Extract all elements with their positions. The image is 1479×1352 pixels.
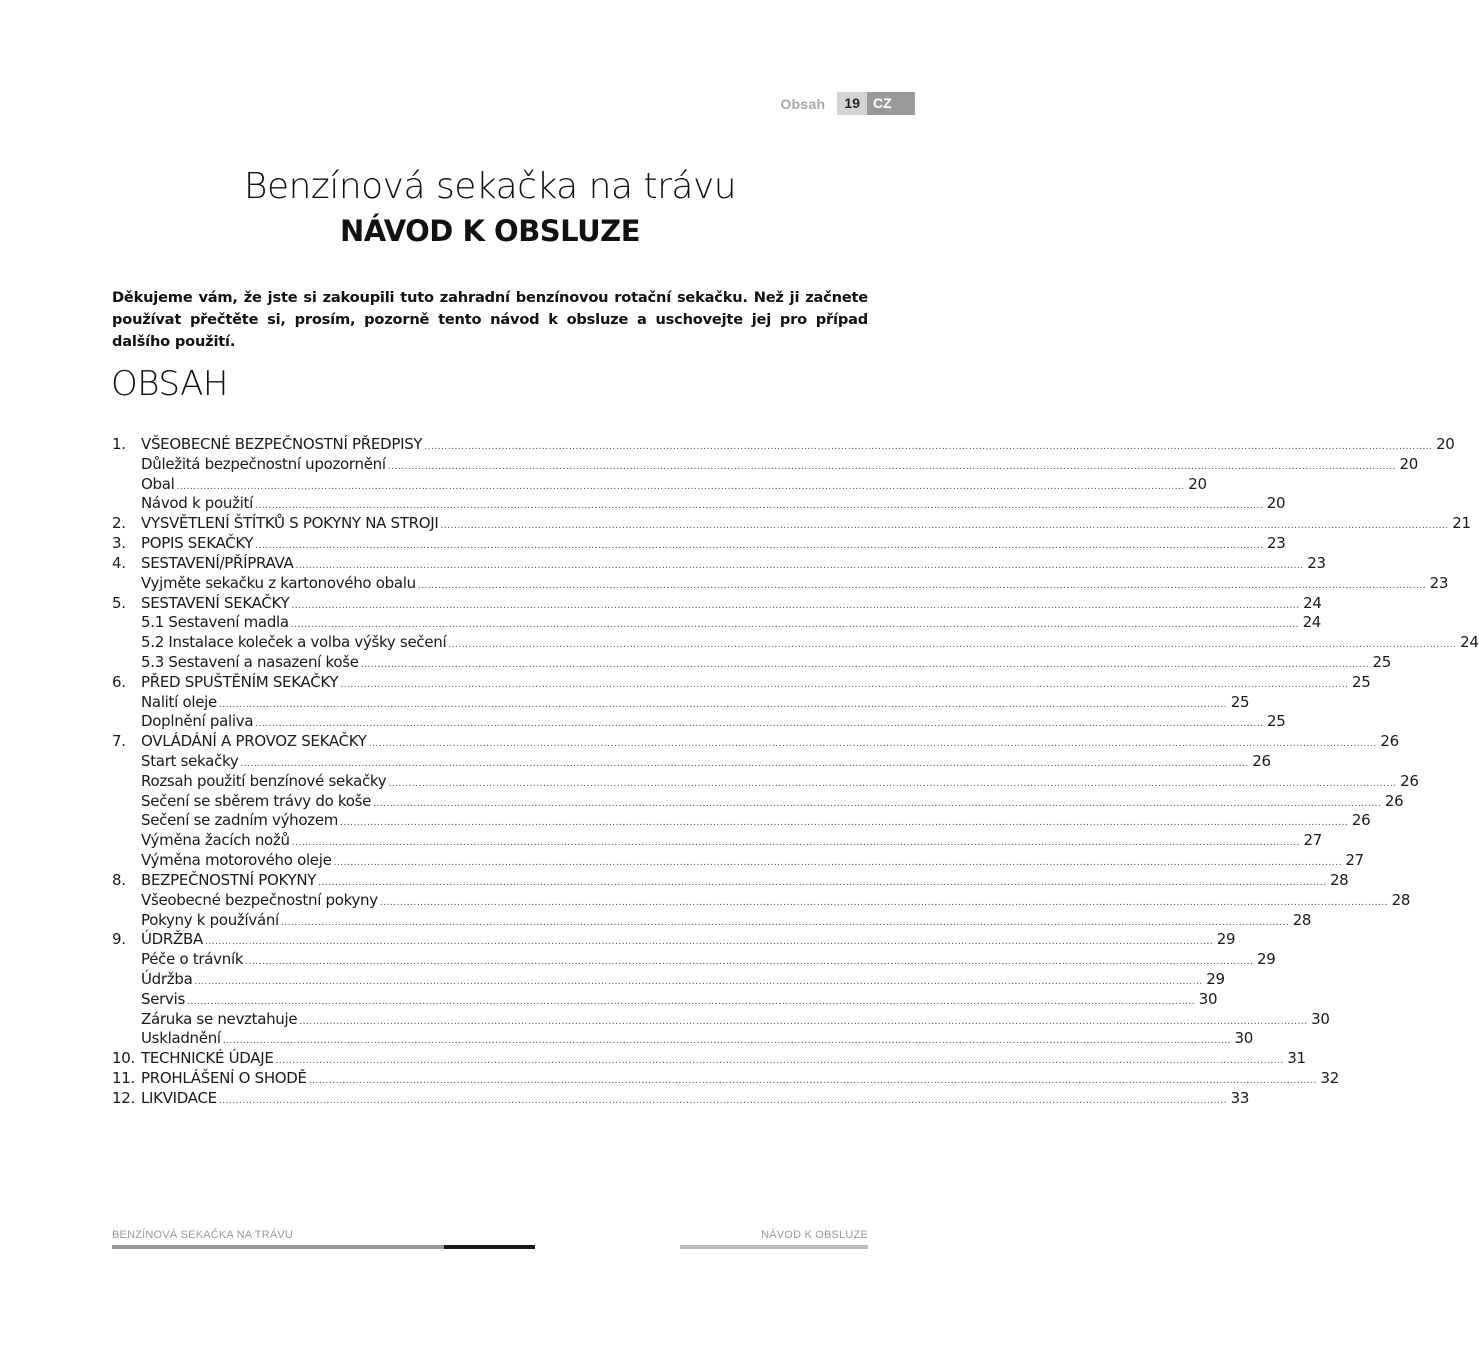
toc-entry bbox=[112, 652, 1391, 673]
toc-entry bbox=[112, 930, 1236, 950]
toc-entry-page: 31 bbox=[1287, 1049, 1306, 1068]
toc-entry-title: Péče o trávník bbox=[141, 950, 244, 969]
toc-dot-leader: ............................................................................................................................................................................................................................................................................................................ bbox=[295, 560, 1304, 571]
toc-entry bbox=[112, 435, 1455, 455]
toc-entry-number: 10. bbox=[112, 1049, 135, 1068]
toc-entry-title: SESTAVENÍ SEKAČKY bbox=[141, 593, 290, 612]
toc-dot-leader: ............................................................................................................................................................................................................................................................................................................ bbox=[255, 501, 1264, 512]
toc-entry-title: ÚDRŽBA bbox=[141, 930, 203, 949]
toc-entry bbox=[112, 950, 1276, 970]
toc-entry-title: POPIS SEKAČKY bbox=[141, 534, 254, 553]
toc-dot-leader: ............................................................................................................................................................................................................................................................................................................ bbox=[424, 442, 1433, 452]
toc-dot-leader: ............................................................................................................................................................................................................................................................................................................ bbox=[440, 521, 1449, 532]
toc-dot-leader: ............................................................................................................................................................................................................................................................................................................ bbox=[368, 739, 1377, 750]
toc-entry-title: Výměna motorového oleje bbox=[141, 851, 332, 870]
toc-entry-title: VŠEOBECNÉ BEZPEČNOSTNÍ PŘEDPISY bbox=[141, 435, 423, 453]
toc-entry-page: 26 bbox=[1384, 791, 1404, 810]
toc-entry bbox=[112, 672, 1371, 693]
toc-entry bbox=[112, 633, 1479, 653]
toc-entry-number: 3. bbox=[112, 534, 126, 553]
toc-dot-leader: ............................................................................................................................................................................................................................................................................................................ bbox=[387, 461, 1397, 472]
toc-dot-leader: ............................................................................................................................................................................................................................................................................................................ bbox=[290, 620, 1300, 631]
toc-dot-leader: ............................................................................................................................................................................................................................................................................................................ bbox=[388, 778, 1397, 789]
footer-bar-mid bbox=[535, 1245, 680, 1249]
toc-entry-title: OVLÁDÁNÍ A PROVOZ SEKAČKY bbox=[141, 732, 367, 751]
footer-right-title: NÁVOD K OBSLUZE bbox=[761, 1229, 868, 1241]
toc-entry-title: Doplnění paliva bbox=[141, 712, 254, 731]
toc-entry-page: 25 bbox=[1372, 652, 1391, 671]
toc-entry-page: 29 bbox=[1216, 930, 1236, 949]
toc-entry bbox=[112, 791, 1404, 812]
toc-dot-leader: ............................................................................................................................................................................................................................................................................................................ bbox=[340, 679, 1349, 690]
footer-bar-center bbox=[444, 1245, 535, 1249]
toc-entry bbox=[112, 1088, 1250, 1109]
toc-dot-leader: ............................................................................................................................................................................................................................................................................................................ bbox=[280, 917, 1290, 928]
toc-entry bbox=[112, 1069, 1340, 1089]
toc-entry-title: Důležitá bezpečnostní upozornění bbox=[141, 454, 386, 473]
footer-left-title: BENZÍNOVÁ SEKAČKA NA TRÁVU bbox=[112, 1229, 294, 1241]
toc-dot-leader: ............................................................................................................................................................................................................................................................................................................ bbox=[218, 699, 1228, 710]
toc-entry-title: Sečení se zadním výhozem bbox=[141, 811, 339, 830]
toc-entry bbox=[112, 771, 1419, 792]
toc-entry-page: 30 bbox=[1198, 989, 1218, 1008]
intro-paragraph: Děkujeme vám, že jste si zakoupili tuto zahradní benzínovou rotační sekačku. Než ji začnete používat přečtěte si, prosím, pozorně tento návod k obsluze a uschovejte jej pro případ dalšího použití. bbox=[112, 288, 868, 350]
toc-entry-number: 6. bbox=[112, 672, 126, 691]
toc-entry-page: 23 bbox=[1307, 553, 1326, 572]
toc-entry-title: BEZPEČNOSTNÍ POKYNY bbox=[141, 870, 317, 889]
toc-dot-leader: ............................................................................................................................................................................................................................................................................................................ bbox=[204, 937, 1214, 948]
toc-entry-page: 23 bbox=[1429, 573, 1449, 592]
toc-entry-page: 20 bbox=[1436, 435, 1455, 453]
toc-entry-page: 28 bbox=[1329, 870, 1349, 889]
toc-entry bbox=[112, 613, 1322, 633]
toc-dot-leader: ............................................................................................................................................................................................................................................................................................................ bbox=[194, 976, 1203, 987]
toc-entry-page: 20 bbox=[1188, 474, 1207, 493]
toc-heading: OBSAH bbox=[111, 364, 228, 404]
toc-entry-page: 28 bbox=[1391, 890, 1411, 909]
toc-entry-number: 2. bbox=[112, 514, 126, 533]
toc-dot-leader: ............................................................................................................................................................................................................................................................................................................ bbox=[299, 1016, 1308, 1027]
toc-entry-number: 7. bbox=[112, 732, 126, 751]
toc-entry bbox=[112, 1029, 1254, 1049]
toc-entry-title: Nalití oleje bbox=[141, 692, 217, 711]
toc-dot-leader: ............................................................................................................................................................................................................................................................................................................ bbox=[448, 640, 1457, 651]
toc-entry-title: Údržba bbox=[141, 969, 193, 988]
toc-entry-title: Všeobecné bezpečnostní pokyny bbox=[141, 890, 378, 909]
toc-entry bbox=[112, 474, 1207, 495]
toc-entry-title: 5.1 Sestavení madla bbox=[141, 613, 289, 632]
toc-entry bbox=[112, 593, 1322, 614]
toc-entry-title: Sečení se sběrem trávy do koše bbox=[141, 791, 372, 810]
document-subtitle: NÁVOD K OBSLUZE bbox=[339, 214, 641, 248]
toc-entry-title: Vyjměte sekačku z kartonového obalu bbox=[141, 573, 416, 592]
toc-entry bbox=[112, 573, 1449, 594]
toc-entry-page: 25 bbox=[1230, 692, 1250, 711]
toc-entry-title: PROHLÁŠENÍ O SHODĚ bbox=[141, 1069, 307, 1087]
footer-bar-right bbox=[680, 1245, 868, 1249]
toc-dot-leader: ............................................................................................................................................................................................................................................................................................................ bbox=[318, 877, 1327, 888]
toc-dot-leader: ............................................................................................................................................................................................................................................................................................................ bbox=[222, 1036, 1232, 1047]
footer-bar-left bbox=[112, 1245, 444, 1249]
toc-entry bbox=[112, 752, 1271, 772]
toc-dot-leader: ............................................................................................................................................................................................................................................................................................................ bbox=[176, 481, 1185, 492]
toc-entry bbox=[112, 1049, 1306, 1069]
toc-entry-page: 25 bbox=[1266, 712, 1286, 731]
toc-dot-leader: ............................................................................................................................................................................................................................................................................................................ bbox=[340, 818, 1349, 829]
header-section-label: Obsah bbox=[780, 95, 826, 112]
toc-entry-title: Obal bbox=[141, 474, 175, 493]
toc-entry bbox=[112, 1009, 1330, 1030]
toc-dot-leader: ............................................................................................................................................................................................................................................................................................................ bbox=[245, 957, 1254, 968]
toc-entry bbox=[112, 553, 1326, 574]
toc-entry bbox=[112, 890, 1411, 911]
toc-entry-page: 24 bbox=[1302, 613, 1322, 632]
toc-dot-leader: ............................................................................................................................................................................................................................................................................................................ bbox=[255, 719, 1264, 730]
toc-entry-title: Start sekačky bbox=[141, 752, 239, 770]
toc-entry bbox=[112, 692, 1250, 713]
toc-entry-title: Servis bbox=[141, 989, 185, 1008]
toc-entry bbox=[112, 454, 1419, 475]
toc-entry-title: Záruka se nevztahuje bbox=[141, 1009, 298, 1028]
table-of-contents bbox=[112, 435, 1479, 1109]
toc-entry-page: 27 bbox=[1345, 851, 1364, 870]
toc-entry-title: LIKVIDACE bbox=[141, 1088, 217, 1107]
toc-dot-leader: ............................................................................................................................................................................................................................................................................................................ bbox=[291, 838, 1300, 849]
toc-dot-leader: ............................................................................................................................................................................................................................................................................................................ bbox=[360, 659, 1369, 670]
toc-entry-title: 5.3 Sestavení a nasazení koše bbox=[141, 652, 359, 671]
toc-entry-title: Výměna žacích nožů bbox=[141, 831, 290, 850]
toc-entry-number: 4. bbox=[112, 553, 126, 572]
toc-entry-page: 29 bbox=[1206, 969, 1225, 988]
toc-entry bbox=[112, 494, 1286, 514]
toc-entry-page: 21 bbox=[1452, 514, 1471, 533]
toc-entry-title: PŘED SPUŠTĚNÍM SEKAČKY bbox=[141, 672, 339, 691]
toc-dot-leader: ............................................................................................................................................................................................................................................................................................................ bbox=[333, 858, 1342, 869]
toc-entry-number: 12. bbox=[112, 1088, 135, 1107]
toc-entry-page: 30 bbox=[1234, 1029, 1254, 1048]
toc-entry-page: 24 bbox=[1303, 593, 1322, 612]
toc-entry-page: 25 bbox=[1352, 672, 1371, 691]
toc-entry-page: 29 bbox=[1256, 950, 1276, 969]
toc-entry-page: 23 bbox=[1266, 534, 1286, 553]
toc-entry bbox=[112, 712, 1286, 732]
toc-entry-title: Návod k použití bbox=[141, 494, 254, 513]
toc-entry-number: 11. bbox=[112, 1069, 135, 1087]
toc-entry-page: 30 bbox=[1311, 1009, 1330, 1028]
toc-entry bbox=[112, 969, 1225, 990]
toc-entry-number: 5. bbox=[112, 593, 126, 612]
toc-entry-page: 27 bbox=[1303, 831, 1322, 850]
toc-entry-title: Rozsah použití benzínové sekačky bbox=[141, 771, 387, 790]
toc-entry-page: 28 bbox=[1292, 910, 1312, 929]
toc-entry-number: 8. bbox=[112, 870, 126, 889]
toc-entry bbox=[112, 732, 1399, 752]
toc-entry-number: 1. bbox=[112, 435, 126, 453]
header-language-badge: CZ bbox=[867, 92, 915, 115]
toc-dot-leader: ............................................................................................................................................................................................................................................................................................................ bbox=[218, 1095, 1228, 1106]
toc-entry-page: 26 bbox=[1252, 752, 1271, 770]
toc-dot-leader: ............................................................................................................................................................................................................................................................................................................ bbox=[240, 759, 1249, 769]
header-page-number: 19 bbox=[837, 92, 867, 115]
toc-dot-leader: ............................................................................................................................................................................................................................................................................................................ bbox=[291, 600, 1300, 611]
toc-dot-leader: ............................................................................................................................................................................................................................................................................................................ bbox=[417, 580, 1427, 591]
toc-entry-page: 20 bbox=[1266, 494, 1286, 513]
toc-entry-page: 26 bbox=[1380, 732, 1399, 751]
toc-dot-leader: ............................................................................................................................................................................................................................................................................................................ bbox=[186, 996, 1196, 1007]
toc-entry-page: 33 bbox=[1230, 1088, 1250, 1107]
toc-dot-leader: ............................................................................................................................................................................................................................................................................................................ bbox=[379, 897, 1389, 908]
toc-entry bbox=[112, 870, 1349, 891]
toc-entry-title: 5.2 Instalace koleček a volba výšky sečení bbox=[141, 633, 447, 652]
toc-entry bbox=[112, 910, 1312, 931]
toc-entry-title: SESTAVENÍ/PŘÍPRAVA bbox=[141, 553, 294, 572]
toc-entry-title: VYSVĚTLENÍ ŠTÍTKŮ S POKYNY NA STROJI bbox=[141, 514, 439, 533]
toc-dot-leader: ............................................................................................................................................................................................................................................................................................................ bbox=[275, 1056, 1284, 1067]
toc-entry bbox=[112, 851, 1364, 871]
toc-entry bbox=[112, 831, 1322, 851]
toc-entry-number: 9. bbox=[112, 930, 126, 949]
toc-entry bbox=[112, 534, 1286, 554]
toc-entry-page: 26 bbox=[1400, 771, 1419, 790]
toc-entry-title: TECHNICKÉ ÚDAJE bbox=[141, 1049, 274, 1068]
toc-entry bbox=[112, 989, 1218, 1010]
toc-entry-page: 24 bbox=[1460, 633, 1479, 652]
toc-entry-page: 32 bbox=[1320, 1069, 1340, 1087]
toc-dot-leader: ............................................................................................................................................................................................................................................................................................................ bbox=[308, 1076, 1318, 1086]
toc-entry-page: 26 bbox=[1351, 811, 1371, 830]
toc-dot-leader: ............................................................................................................................................................................................................................................................................................................ bbox=[255, 541, 1264, 552]
toc-dot-leader: ............................................................................................................................................................................................................................................................................................................ bbox=[373, 798, 1382, 809]
toc-entry-page: 20 bbox=[1399, 454, 1419, 473]
toc-entry bbox=[112, 514, 1471, 534]
document-title: Benzínová sekačka na trávu bbox=[243, 166, 737, 207]
page-header bbox=[780, 92, 915, 115]
toc-entry bbox=[112, 811, 1371, 831]
toc-entry-title: Pokyny k používání bbox=[141, 910, 279, 929]
toc-entry-title: Uskladnění bbox=[141, 1029, 221, 1048]
